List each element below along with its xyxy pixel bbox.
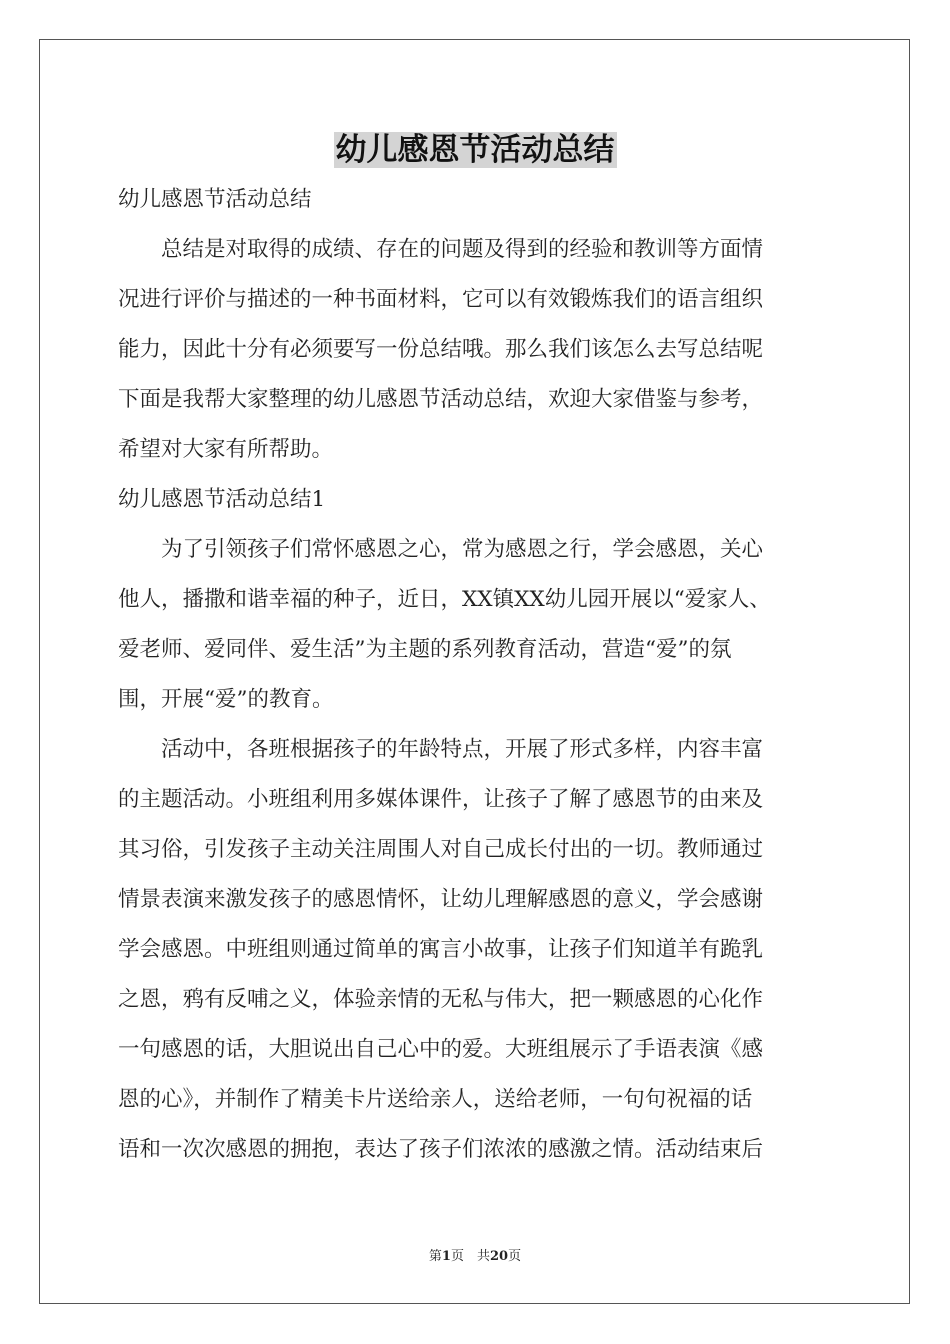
document-title-text: 幼儿感恩节活动总结 xyxy=(335,132,615,168)
text-line: 为了引领孩子们常怀感恩之心，常为感恩之行，学会感恩，关心 xyxy=(118,537,764,562)
text-line: 围，开展“爱”的教育。 xyxy=(118,687,334,712)
text-line: 总结是对取得的成绩、存在的问题及得到的经验和教训等方面情 xyxy=(118,237,764,262)
section-heading: 幼儿感恩节活动总结1 xyxy=(118,487,326,512)
footer-mid: 页 共 xyxy=(450,1249,490,1264)
text-line: 学会感恩。中班组则通过简单的寓言小故事，让孩子们知道羊有跪乳 xyxy=(118,937,764,962)
text-line: 情景表演来激发孩子的感恩情怀，让幼儿理解感恩的意义，学会感谢 xyxy=(118,887,764,912)
text-line: 语和一次次感恩的拥抱，表达了孩子们浓浓的感激之情。活动结束后 xyxy=(118,1137,764,1162)
text-line: 能力，因此十分有必须要写一份总结哦。那么我们该怎么去写总结呢 xyxy=(118,337,764,362)
text-line: 希望对大家有所帮助。 xyxy=(118,437,334,462)
text-line: 恩的心》，并制作了精美卡片送给亲人，送给老师，一句句祝福的话 xyxy=(118,1087,753,1112)
text-line: 下面是我帮大家整理的幼儿感恩节活动总结，欢迎大家借鉴与参考， xyxy=(118,387,764,412)
text-line: 爱老师、爱同伴、爱生活”为主题的系列教育活动，营造“爱”的氛 xyxy=(118,637,732,662)
text-line: 他人，播撒和谐幸福的种子，近日，XX镇XX幼儿园开展以“爱家人、 xyxy=(118,587,771,612)
footer-suffix: 页 xyxy=(508,1249,522,1264)
text-line: 活动中，各班根据孩子的年龄特点，开展了形式多样，内容丰富 xyxy=(118,737,764,762)
text-line: 况进行评价与描述的一种书面材料，它可以有效锻炼我们的语言组织 xyxy=(118,287,764,312)
footer-page-current: 1 xyxy=(441,1249,451,1264)
text-line: 的主题活动。小班组利用多媒体课件，让孩子了解了感恩节的由来及 xyxy=(118,787,764,812)
text-line: 其习俗，引发孩子主动关注周围人对自己成长付出的一切。教师通过 xyxy=(118,837,764,862)
page-footer xyxy=(0,1248,950,1266)
footer-page-total: 20 xyxy=(489,1249,509,1264)
footer-prefix: 第 xyxy=(428,1249,442,1264)
text-line: 一句感恩的话，大胆说出自己心中的爱。大班组展示了手语表演《感 xyxy=(118,1037,764,1062)
text-line: 之恩，鸦有反哺之义，体验亲情的无私与伟大，把一颗感恩的心化作 xyxy=(118,987,764,1012)
doc-subtitle: 幼儿感恩节活动总结 xyxy=(118,187,312,212)
document-title xyxy=(0,126,950,174)
